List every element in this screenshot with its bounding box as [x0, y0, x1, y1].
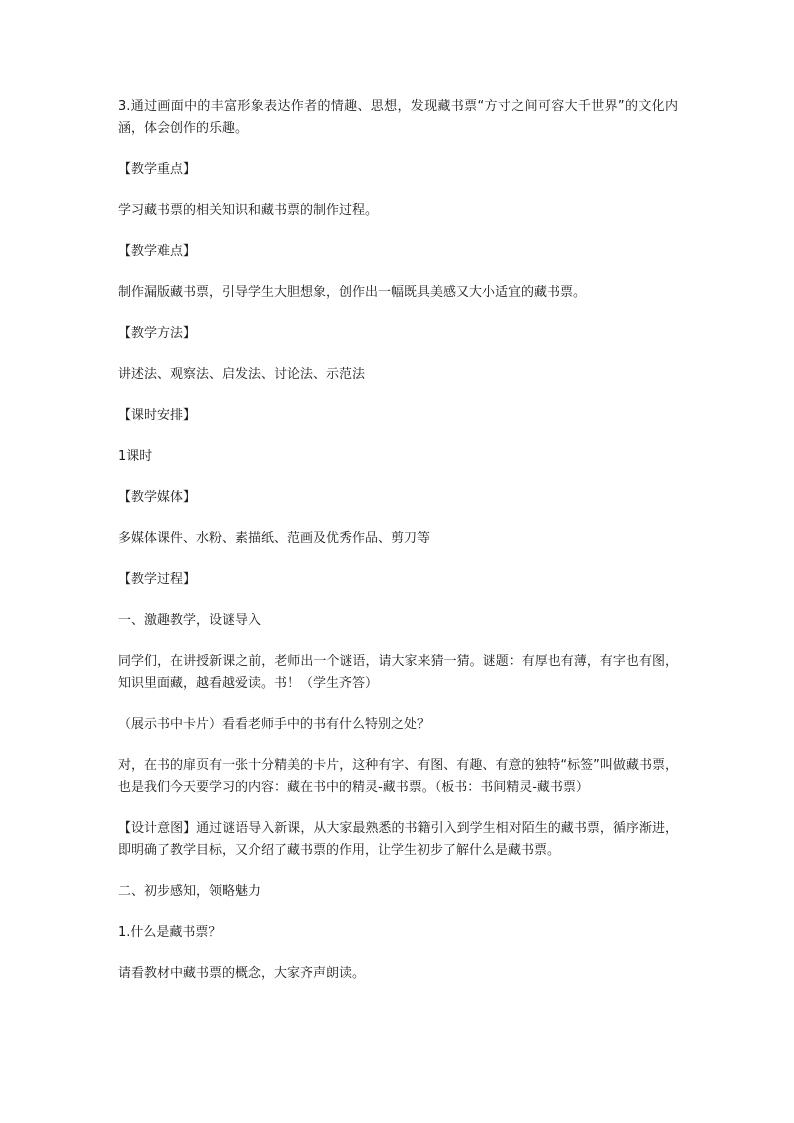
heading-key-points: 【教学重点】	[118, 162, 197, 177]
schedule-paragraph: 1课时	[118, 449, 153, 464]
document-page	[118, 96, 678, 1004]
heading-difficulties: 【教学难点】	[118, 244, 197, 259]
heading-media: 【教学媒体】	[118, 490, 197, 505]
difficulties-paragraph: 制作漏版藏书票，引导学生大胆想象，创作出一幅既具美感又大小适宜的藏书票。	[118, 285, 587, 300]
bookplate-intro-paragraph: 对，在书的扉页有一张十分精美的卡片，这种有字、有图、有趣、有意的独特“标签”叫做藏书票，也是我们今天要学习的内容：藏在书中的精灵-藏书票。（板书：书间精灵-藏书票）	[118, 758, 678, 795]
objective-paragraph: 3.通过画面中的丰富形象表达作者的情趣、思想，发现藏书票“方寸之间可容大千世界”的文化内涵，体会创作的乐趣。	[118, 99, 678, 136]
design-intent-paragraph: 【设计意图】通过谜语导入新课，从大家最熟悉的书籍引入到学生相对陌生的藏书票，循序渐进，即明确了教学目标，又介绍了藏书票的作用，让学生初步了解什么是藏书票。	[118, 821, 678, 858]
read-aloud-paragraph: 请看教材中藏书票的概念，大家齐声朗读。	[118, 966, 366, 981]
methods-paragraph: 讲述法、观察法、启发法、讨论法、示范法	[118, 367, 366, 382]
heading-schedule: 【课时安排】	[118, 408, 197, 423]
section-one-heading: 一、激趣教学，设谜导入	[118, 613, 262, 628]
media-paragraph: 多媒体课件、水粉、素描纸、范画及优秀作品、剪刀等	[118, 531, 431, 546]
question-heading: 1.什么是藏书票？	[118, 925, 222, 940]
key-points-paragraph: 学习藏书票的相关知识和藏书票的制作过程。	[118, 203, 379, 218]
section-two-heading: 二、初步感知，领略魅力	[118, 884, 262, 899]
riddle-paragraph: 同学们，在讲授新课之前，老师出一个谜语，请大家来猜一猜。谜题：有厚也有薄，有字也有图，知识里面藏，越看越爱读。书！（学生齐答）	[118, 654, 678, 691]
heading-process: 【教学过程】	[118, 572, 197, 587]
heading-methods: 【教学方法】	[118, 326, 197, 341]
show-card-paragraph: （展示书中卡片）看看老师手中的书有什么特别之处？	[118, 717, 431, 732]
